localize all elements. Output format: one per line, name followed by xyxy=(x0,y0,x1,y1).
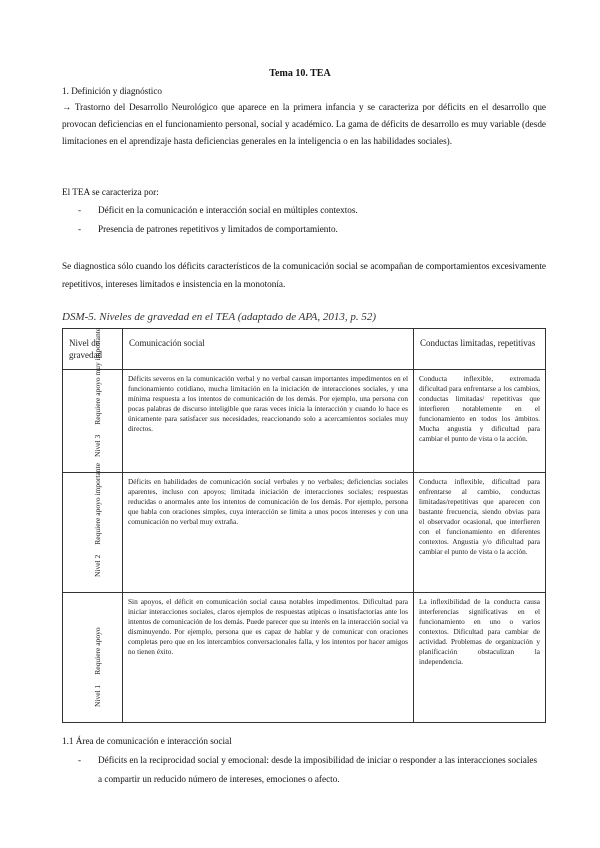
behavior-cell: Conducta inflexible, dificultad para enfrentarse al cambio, conductas limitadas/repetitivas que aparecen con bastante frecuencia, siendo obvias para el observador ocasional, que interfieren con el funcionamiento en diferentes contextos. Angustia y/o dificultad para cambiar el punto de vista o la acción. xyxy=(414,473,546,593)
level-label: Nivel 2 xyxy=(92,554,102,577)
list-item: - Déficit en la comunicación e interacción social en múltiples contextos. xyxy=(78,201,538,220)
behavior-cell: La inflexibilidad de la conducta causa interferencias significativas en el funcionamiento en uno o varios contextos. Dificultad para cambiar de actividad. Problemas de organización y planificación obstaculizan la independencia. xyxy=(414,593,546,723)
table-header: Comunicación social xyxy=(123,329,414,370)
level-label: Nivel 1 xyxy=(92,684,102,707)
table-row xyxy=(63,593,546,723)
social-area-list xyxy=(78,751,538,789)
support-label: Requiere apoyo xyxy=(92,627,102,675)
section-heading: 1. Definición y diagnóstico xyxy=(62,86,163,96)
table-row xyxy=(63,473,546,593)
social-cell: Déficits severos en la comunicación verbal y no verbal causan importantes impedimentos en el funcionamiento cotidiano, mucha limitación en la iniciación de interacciones sociales, y una mínima respuesta a los intentos de comunicación de los demás. Por ejemplo, una persona con pocas palabras de discurso inteligible que raras veces inicia la interacción y cuando lo hace es únicamente para satisfacer sus necesidades, reaccionando solo a acercamientos sociales muy directos. xyxy=(123,370,414,473)
support-label: Requiere apoyo importante xyxy=(92,463,102,545)
table-row xyxy=(63,370,546,473)
level-cell xyxy=(63,593,123,723)
characteristics-intro: El TEA se caracteriza por: xyxy=(62,187,159,197)
diagnosis-paragraph: Se diagnostica sólo cuando los déficits característicos de la comunicación social se acompañan de comportamientos excesivamente repetitivos, intereses limitados e insistencia en la monotonía. xyxy=(62,261,546,289)
table-header: Nivel de gravedad xyxy=(63,329,123,370)
table-header: Conductas limitadas, repetitivas xyxy=(414,329,546,370)
social-cell: Déficits en habilidades de comunicación social verbales y no verbales; deficiencias sociales aparentes, incluso con apoyos; limitada iniciación de interacciones sociales; respuestas reducidas o anormales ante los intentos de comunicación de los demás. Por ejemplo, persona que habla con oraciones simples, cuya interacción se limita a unos pocos intereses y con una comunicación no verbal muy extraña. xyxy=(123,473,414,593)
characteristics-list xyxy=(78,201,538,239)
behavior-cell: Conducta inflexible, extremada dificultad para enfrentarse a los cambios, conductas limitadas/ repetitivas que interfieren notablemente en el funcionamiento en todos los ámbitos. Mucha angustia y dificultad para cambiar el punto de vista o la acción. xyxy=(414,370,546,473)
level-label: Nivel 3 xyxy=(92,434,102,457)
figure-caption: DSM-5. Niveles de gravedad en el TEA (adaptado de APA, 2013, p. 52) xyxy=(62,311,377,323)
severity-levels-table xyxy=(62,328,546,723)
list-item: - Presencia de patrones repetitivos y limitados de comportamiento. xyxy=(78,220,538,239)
level-cell xyxy=(63,463,123,593)
support-label: Requiere apoyo muy importante xyxy=(92,327,102,425)
definition-paragraph: → Trastorno del Desarrollo Neurológico que aparece en la primera infancia y se caracteriza por déficits en el desarrollo que provocan deficiencias en el funcionamiento personal, social y académico. La gama de déficits de desarrollo es muy variable (desde limitaciones en el aprendizaje hasta deficiencias generales en la inteligencia o en las habilidades sociales). xyxy=(62,102,546,146)
subsection-heading: 1.1 Área de comunicación e interacción social xyxy=(62,736,232,746)
list-item: - Déficits en la reciprocidad social y emocional: desde la imposibilidad de iniciar o responder a las interacciones sociales a compartir un reducido número de intereses, emociones o afecto. xyxy=(78,751,538,789)
document-title: Tema 10. TEA xyxy=(269,68,331,79)
social-cell: Sin apoyos, el déficit en comunicación social causa notables impedimentos. Dificultad para iniciar interacciones sociales, claros ejemplos de respuestas atípicas o insatisfactorias ante los intentos de comunicación de los demás. Puede parecer que su interés en la interacción social va disminuyendo. Por ejemplo, persona que es capaz de hablar y de comunicar con oraciones completas pero que en los intercambios conversacionales falla, y los intentos por hacer amigos no tienen éxito. xyxy=(123,593,414,723)
